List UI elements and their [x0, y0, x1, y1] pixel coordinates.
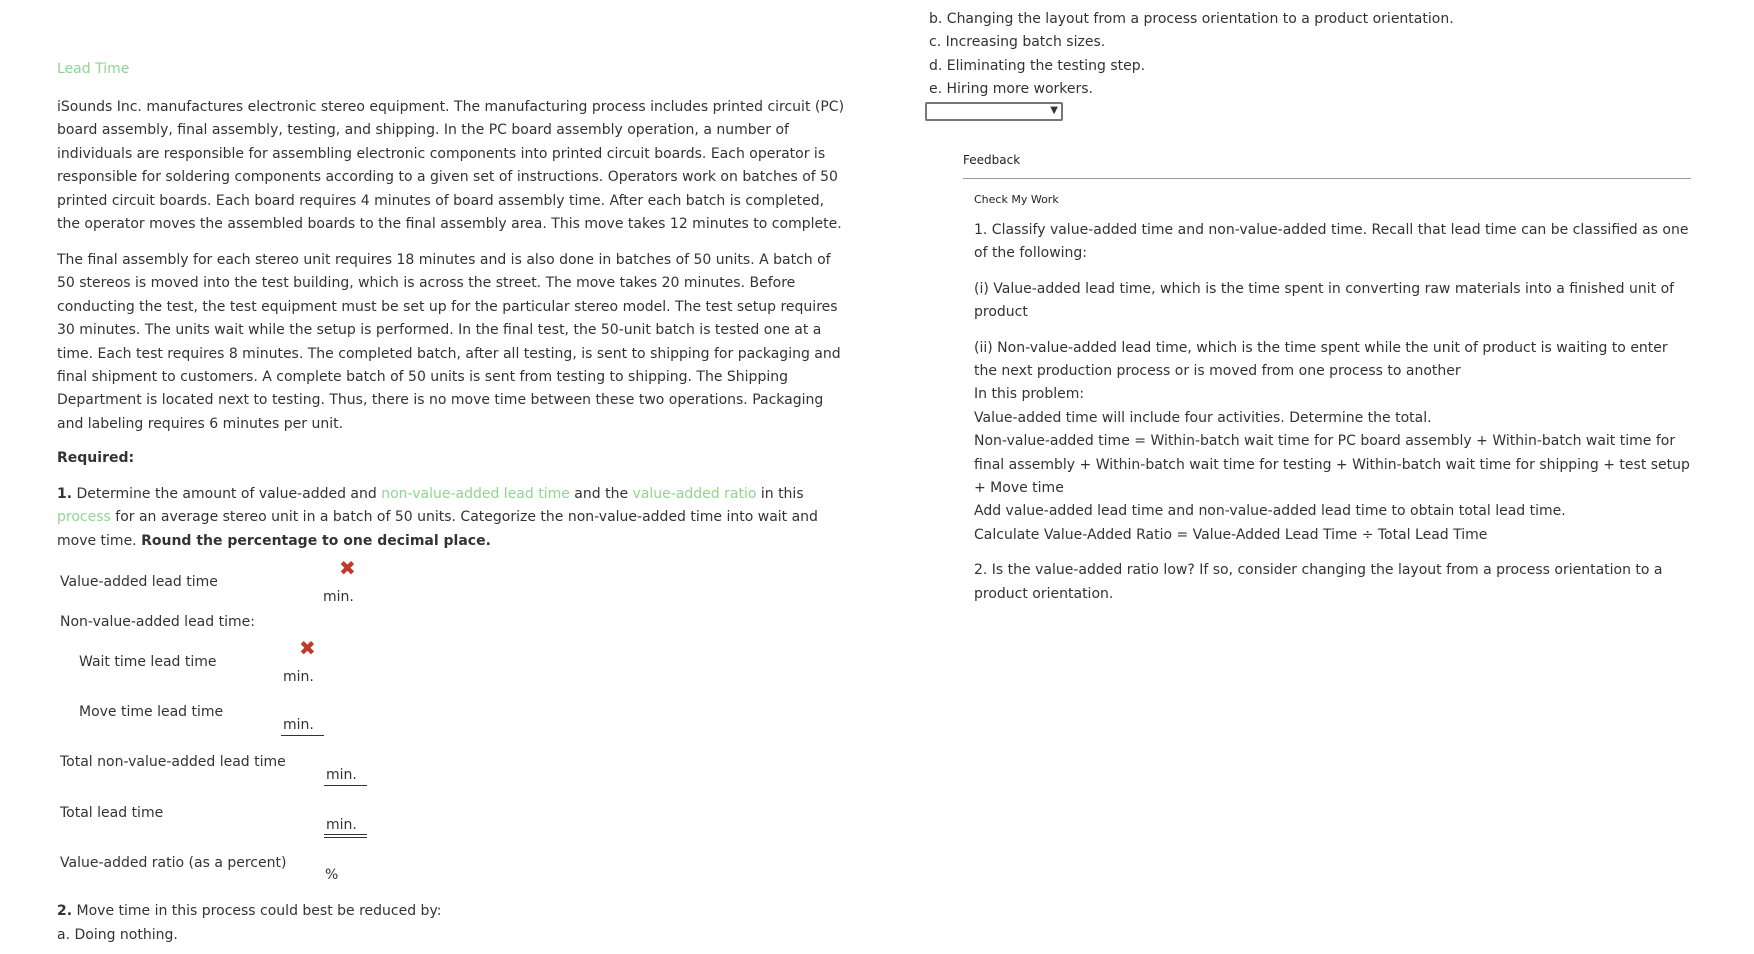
x-mark-icon: ✖ [339, 556, 356, 580]
move-time-unit: min. [281, 717, 324, 736]
feedback-body [974, 219, 1692, 606]
value-added-unit: min. [323, 589, 354, 605]
feedback-line: (i) Value-added lead time, which is the time spent in converting raw materials into a finished unit of product [974, 280, 1675, 321]
question-2 [57, 900, 441, 923]
page-title: Lead Time [57, 61, 130, 77]
problem-paragraph-2: The final assembly for each stereo unit requires 18 minutes and is also done in batches of 50 units. A batch of 50 stereos is moved into the test building, which is across the street. The move takes 20 minutes. Before conducting the test, the test equipment must be set up for the particular stereo model. The test setup requires 30 minutes. The units wait while the setup is performed. In the final test, the 50-unit batch is tested one at a time. Each test requires 8 minutes. The completed batch, after all testing, is sent to shipping for packaging and final shipment to customers. A complete batch of 50 units is sent from testing to shipping. The Shipping Department is located next to testing. Thus, there is no move time between these two operations. Packaging and labeling requires 6 minutes per unit. [57, 252, 841, 432]
option-b: b. Changing the layout from a process orientation to a product orientation. [929, 11, 1454, 27]
move-time-label: Move time lead time [79, 704, 224, 720]
wait-time-label: Wait time lead time [79, 654, 217, 670]
question-1-text: Determine the amount of value-added and [72, 486, 382, 502]
feedback-line: Add value-added lead time and non-value-added lead time to obtain total lead time. [974, 503, 1566, 520]
feedback-line: Calculate Value-Added Ratio = Value-Added Lead Time ÷ Total Lead Time [974, 526, 1488, 543]
total-lead-time-label: Total lead time [60, 805, 164, 821]
x-mark-icon: ✖ [299, 636, 316, 660]
option-c: c. Increasing batch sizes. [929, 34, 1106, 51]
question-2-number: 2. [57, 903, 73, 919]
option-e: e. Hiring more workers. [929, 80, 1093, 97]
wait-time-unit: min. [283, 669, 314, 685]
question-2-text: Move time in this process could best be reduced by: [72, 903, 442, 919]
total-non-value-added-label: Total non-value-added lead time [60, 754, 286, 770]
feedback-line: Value-added time will include four activities. Determine the total. [974, 409, 1432, 426]
feedback-line: 1. Classify value-added time and non-value-added time. Recall that lead time can be classified as one of the following: [974, 222, 1689, 262]
problem-paragraph-1: iSounds Inc. manufactures electronic stereo equipment. The manufacturing process includes printed circuit (PC) board assembly, final assembly, testing, and shipping. In the PC board assembly operation, a number of individuals are responsible for assembling electronic components into printed circuit boards. Each operator is responsible for soldering components according to a given set of instructions. Operators work on batches of 50 printed circuit boards. Each board requires 4 minutes of board assembly time. After each batch is completed, the operator moves the assembled boards to the final assembly area. This move takes 12 minutes to complete. [57, 99, 845, 233]
feedback-heading: Feedback [963, 153, 1021, 167]
non-value-added-lead-time-link[interactable]: non-value-added lead time [381, 486, 570, 502]
chevron-down-icon: ▼ [1050, 105, 1058, 116]
non-value-added-heading: Non-value-added lead time: [60, 614, 255, 630]
feedback-line: In this problem: [974, 386, 1085, 403]
process-link[interactable]: process [57, 509, 111, 526]
option-a: a. Doing nothing. [57, 927, 178, 943]
feedback-line: 2. Is the value-added ratio low? If so, consider changing the layout from a process orientation to a product orientation. [974, 562, 1663, 602]
option-d: d. Eliminating the testing step. [929, 57, 1146, 74]
total-non-value-added-unit: min. [324, 767, 367, 786]
question-1-number: 1. [57, 486, 73, 502]
value-added-lead-time-label: Value-added lead time [60, 574, 218, 590]
question-1-text: for an average stereo unit in a batch of 50 units. Categorize the non-value-added time into wait and move time. [57, 509, 818, 549]
value-added-ratio-label: Value-added ratio (as a percent) [60, 855, 287, 871]
answer-dropdown[interactable] [925, 102, 1063, 121]
feedback-line: (ii) Non-value-added lead time, which is the time spent while the unit of product is waiting to enter the next production process or is moved from one process to another [974, 339, 1668, 380]
rounding-instruction: Round the percentage to one decimal place. [141, 532, 491, 549]
question-1-text: and the [569, 486, 633, 502]
total-lead-time-unit: min. [324, 817, 367, 838]
question-2-options [929, 8, 1454, 101]
feedback-line: Non-value-added time = Within-batch wait time for PC board assembly + Within-batch wait time for final assembly + Within-batch wait time for testing + Within-batch wait time for shipping + test setup + Move time [974, 433, 1690, 497]
question-1-text: in this [756, 486, 804, 502]
required-heading: Required: [57, 450, 135, 466]
value-added-ratio-link[interactable]: value-added ratio [632, 486, 757, 502]
value-added-ratio-unit: % [325, 867, 339, 883]
feedback-divider [963, 178, 1691, 179]
check-my-work-label: Check My Work [974, 193, 1059, 206]
question-1 [57, 483, 847, 553]
